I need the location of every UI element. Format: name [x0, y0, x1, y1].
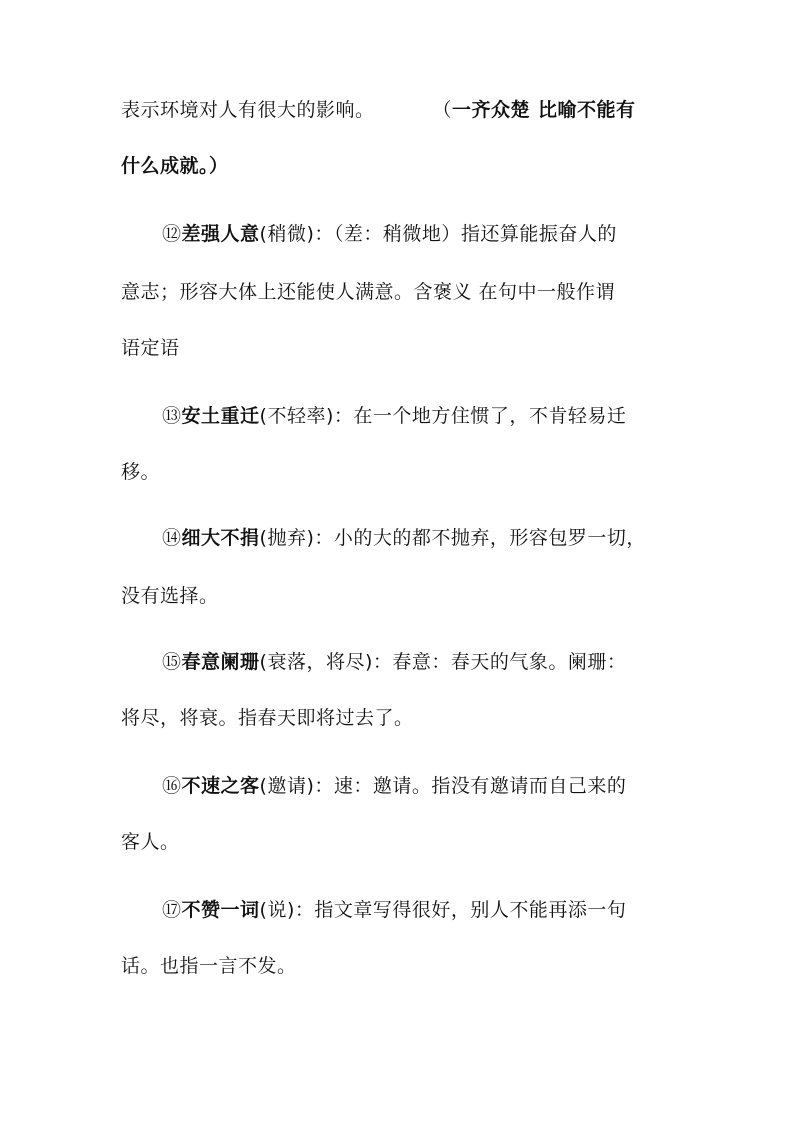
- entry-12-line-1: [162, 222, 722, 246]
- entry-13-line-2: 移。: [121, 461, 161, 483]
- bold-idiom: 一齐众楚: [452, 99, 531, 121]
- entry-15-line-2: 将尽，将衰。指春天即将过去了。: [121, 707, 414, 729]
- entry-number: ⑮: [162, 651, 182, 673]
- entry-16-line-1: [162, 774, 722, 798]
- entry-17-line-1: [162, 898, 722, 922]
- entry-term: 春意阑珊: [181, 651, 260, 673]
- entry-definition: (说)：指文章写得很好，别人不能再添一句: [259, 899, 627, 921]
- entry-definition: (不轻率)：在一个地方住惯了，不肯轻易迁: [259, 405, 627, 427]
- entry-definition: (邀请)：速：邀请。指没有邀请而自己来的: [259, 775, 627, 797]
- text-line-1: [121, 98, 681, 122]
- entry-term: 不速之客: [181, 775, 260, 797]
- entry-15-line-1: [162, 650, 722, 674]
- entry-term: 差强人意: [181, 223, 260, 245]
- entry-number: ⑭: [162, 527, 182, 549]
- entry-term: 不赞一词: [181, 899, 260, 921]
- entry-17-line-2: 话。也指一言不发。: [121, 955, 297, 977]
- entry-14-line-2: 没有选择。: [121, 585, 219, 607]
- entry-number: ⑯: [162, 775, 182, 797]
- entry-12-line-2: 意志；形容大体上还能使人满意。含褒义 在句中一般作谓: [121, 281, 616, 303]
- entry-definition: (抛弃)：小的大的都不抛弃，形容包罗一切，: [259, 527, 646, 549]
- entry-number: ⑰: [162, 899, 182, 921]
- entry-definition: (稍微)：（差：稍微地）指还算能振奋人的: [259, 223, 617, 245]
- text-line-2: 什么成就。）: [121, 155, 229, 177]
- entry-14-line-1: [162, 526, 722, 550]
- text-segment: 表示环境对人有很大的影响。: [121, 99, 375, 121]
- entry-definition: (衰落，将尽)：春意：春天的气象。阑珊：: [259, 651, 627, 673]
- entry-term: 细大不捐: [181, 527, 260, 549]
- entry-number: ⑬: [162, 405, 182, 427]
- entry-16-line-2: 客人。: [121, 831, 180, 853]
- entry-13-line-1: [162, 404, 722, 428]
- entry-term: 安土重迁: [181, 405, 260, 427]
- bold-text: 比喻不能有: [538, 99, 636, 121]
- text-segment: （: [432, 99, 453, 121]
- entry-12-line-3: 语定语: [121, 337, 180, 359]
- entry-number: ⑫: [162, 223, 182, 245]
